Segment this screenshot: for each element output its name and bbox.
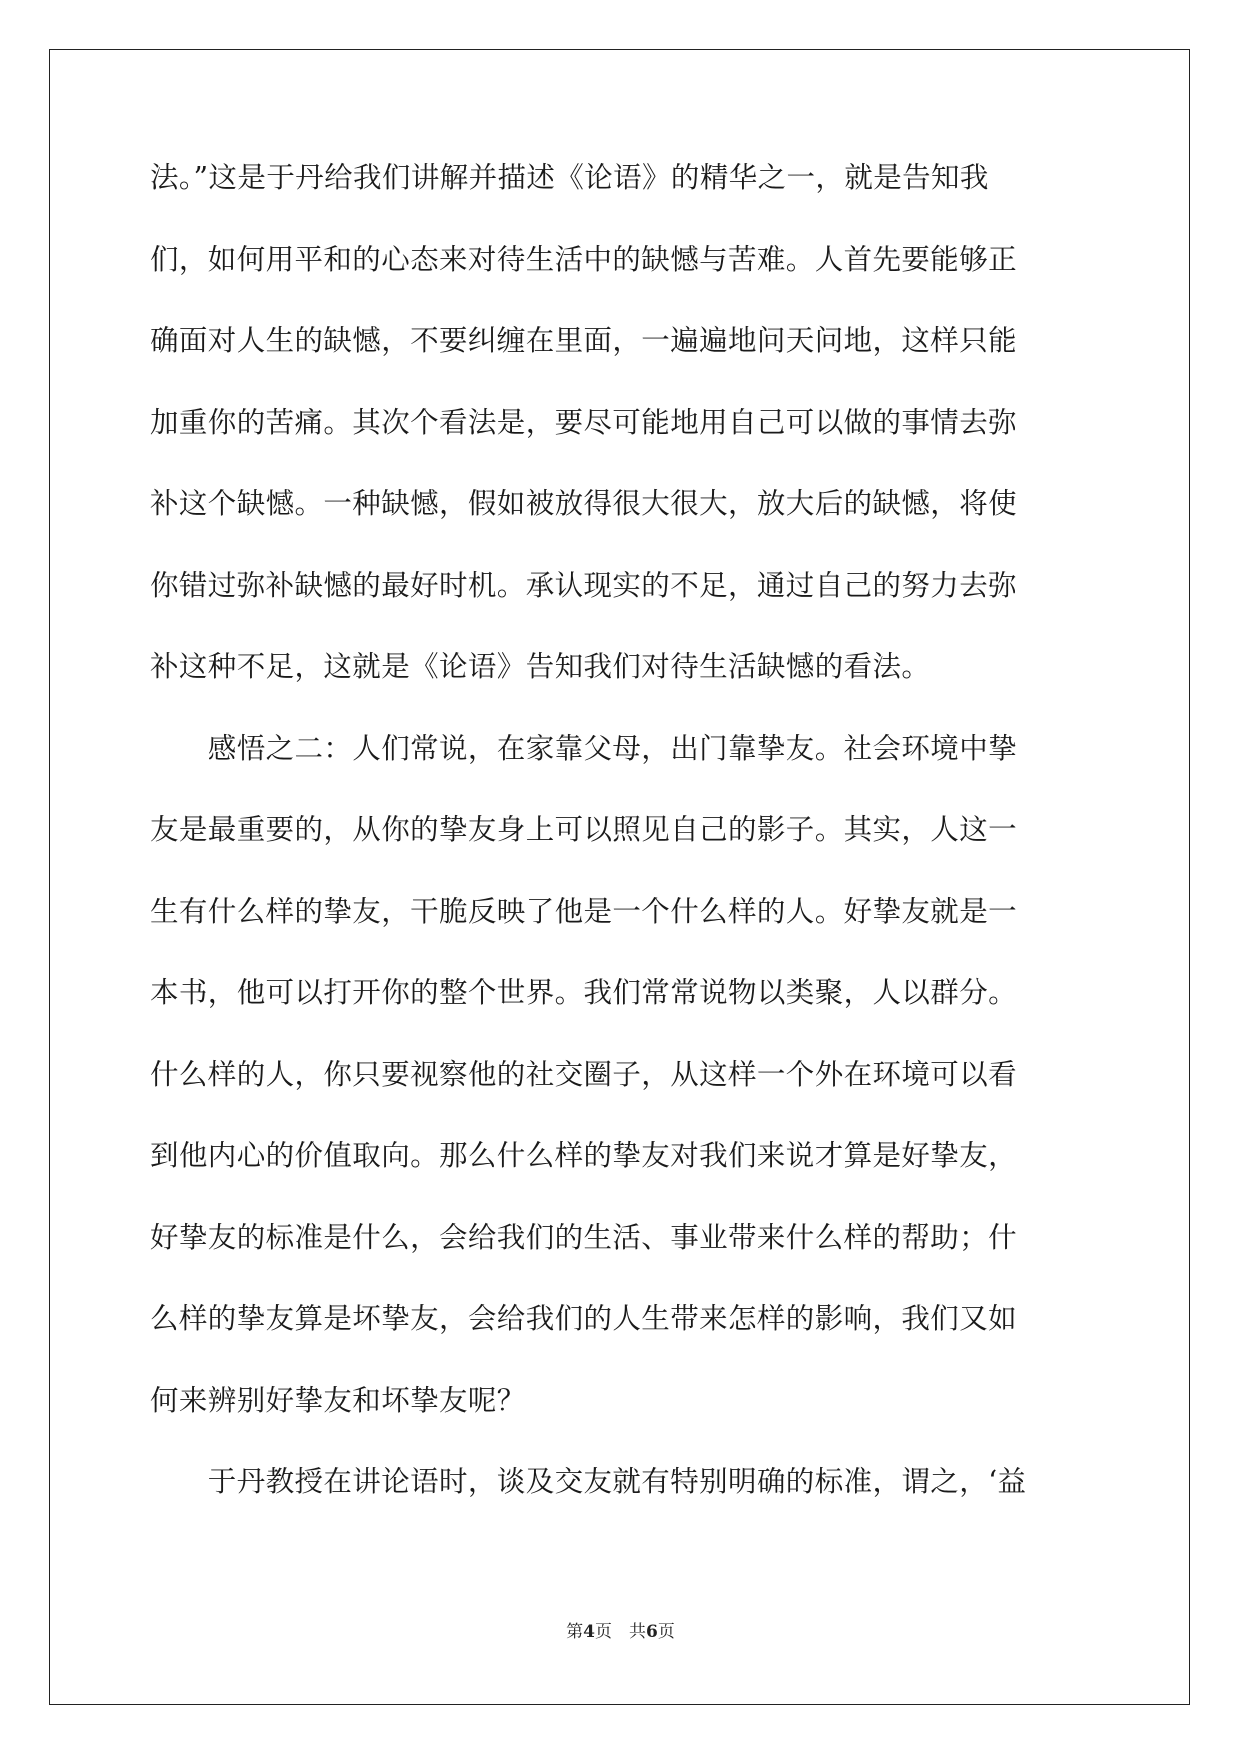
text-line: 于丹教授在讲论语时，谈及交友就有特别明确的标准，谓之，‘益 (150, 1465, 1027, 1498)
page-mid: 页 共 (595, 1622, 646, 1642)
page-prefix: 第 (566, 1622, 584, 1642)
text-line: 确面对人生的缺憾，不要纠缠在里面，一遍遍地问天问地，这样只能 (150, 324, 1018, 357)
text-line: 本书，他可以打开你的整个世界。我们常常说物以类聚，人以群分。 (150, 976, 1018, 1009)
body-text (150, 158, 1090, 1544)
text-line: 感悟之二：人们常说，在家靠父母，出门靠挚友。社会环境中挚 (150, 731, 1018, 765)
page-suffix: 页 (657, 1622, 675, 1642)
text-line: 补这个缺憾。一种缺憾，假如被放得很大很大，放大后的缺憾，将使 (150, 487, 1018, 520)
text-line: 什么样的人，你只要视察他的社交圈子，从这样一个外在环境可以看 (150, 1057, 1018, 1091)
text-line: 们，如何用平和的心态来对待生活中的缺憾与苦难。人首先要能够正 (150, 242, 1018, 276)
page-total: 6 (646, 1622, 658, 1642)
text-line: 加重你的苦痛。其次个看法是，要尽可能地用自己可以做的事情去弥 (150, 405, 1018, 439)
page-number-footer (0, 1617, 1241, 1642)
text-line: 何来辨别好挚友和坏挚友呢？ (150, 1383, 526, 1417)
text-line: 到他内心的价值取向。那么什么样的挚友对我们来说才算是好挚友， (150, 1139, 1018, 1172)
text-line: 好挚友的标准是什么，会给我们的生活、事业带来什么样的帮助；什 (150, 1220, 1018, 1254)
text-line: 生有什么样的挚友，干脆反映了他是一个什么样的人。好挚友就是一 (150, 894, 1018, 928)
page-current: 4 (583, 1622, 595, 1642)
text-line: 你错过弥补缺憾的最好时机。承认现实的不足，通过自己的努力去弥 (150, 568, 1018, 602)
text-line: 么样的挚友算是坏挚友，会给我们的人生带来怎样的影响，我们又如 (150, 1302, 1018, 1335)
text-line: 法。”这是于丹给我们讲解并描述《论语》的精华之一，就是告知我 (150, 161, 989, 194)
text-line: 补这种不足，这就是《论语》告知我们对待生活缺憾的看法。 (150, 650, 931, 683)
text-line: 友是最重要的，从你的挚友身上可以照见自己的影子。其实，人这一 (150, 813, 1018, 846)
